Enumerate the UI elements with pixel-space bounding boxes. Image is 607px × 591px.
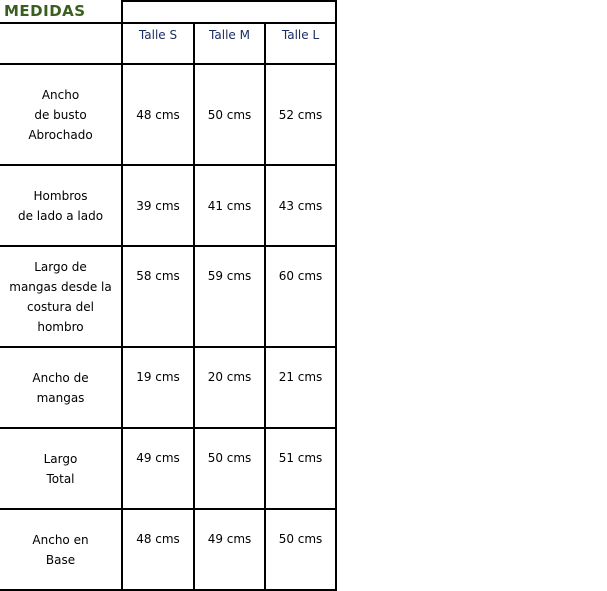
value-cell: 39 cms [122,165,194,246]
title-row [0,1,336,23]
table-row [0,509,336,590]
value-cell: 52 cms [265,64,336,165]
value-cell: 41 cms [194,165,265,246]
row-label: Ancho de mangas [0,347,122,428]
value-cell: 48 cms [122,509,194,590]
value-cell: 59 cms [194,246,265,347]
header-size-m: Talle M [194,23,265,64]
value-cell: 58 cms [122,246,194,347]
table-row [0,64,336,165]
table-row [0,165,336,246]
header-size-l: Talle L [265,23,336,64]
value-cell: 21 cms [265,347,336,428]
row-label: Largo de mangas desde la costura del hombro [0,246,122,347]
value-cell: 50 cms [265,509,336,590]
value-cell: 49 cms [122,428,194,509]
value-cell: 49 cms [194,509,265,590]
value-cell: 50 cms [194,64,265,165]
table-row [0,246,336,347]
header-size-s: Talle S [122,23,194,64]
row-label: Ancho de busto Abrochado [0,64,122,165]
page-title: MEDIDAS [4,2,86,20]
value-cell: 43 cms [265,165,336,246]
table-row [0,347,336,428]
value-cell: 60 cms [265,246,336,347]
row-label: Largo Total [0,428,122,509]
header-row [0,23,336,64]
value-cell: 50 cms [194,428,265,509]
row-label: Ancho en Base [0,509,122,590]
table-row [0,428,336,509]
value-cell: 48 cms [122,64,194,165]
value-cell: 19 cms [122,347,194,428]
value-cell: 51 cms [265,428,336,509]
value-cell: 20 cms [194,347,265,428]
header-blank [0,23,122,64]
row-label: Hombros de lado a lado [0,165,122,246]
